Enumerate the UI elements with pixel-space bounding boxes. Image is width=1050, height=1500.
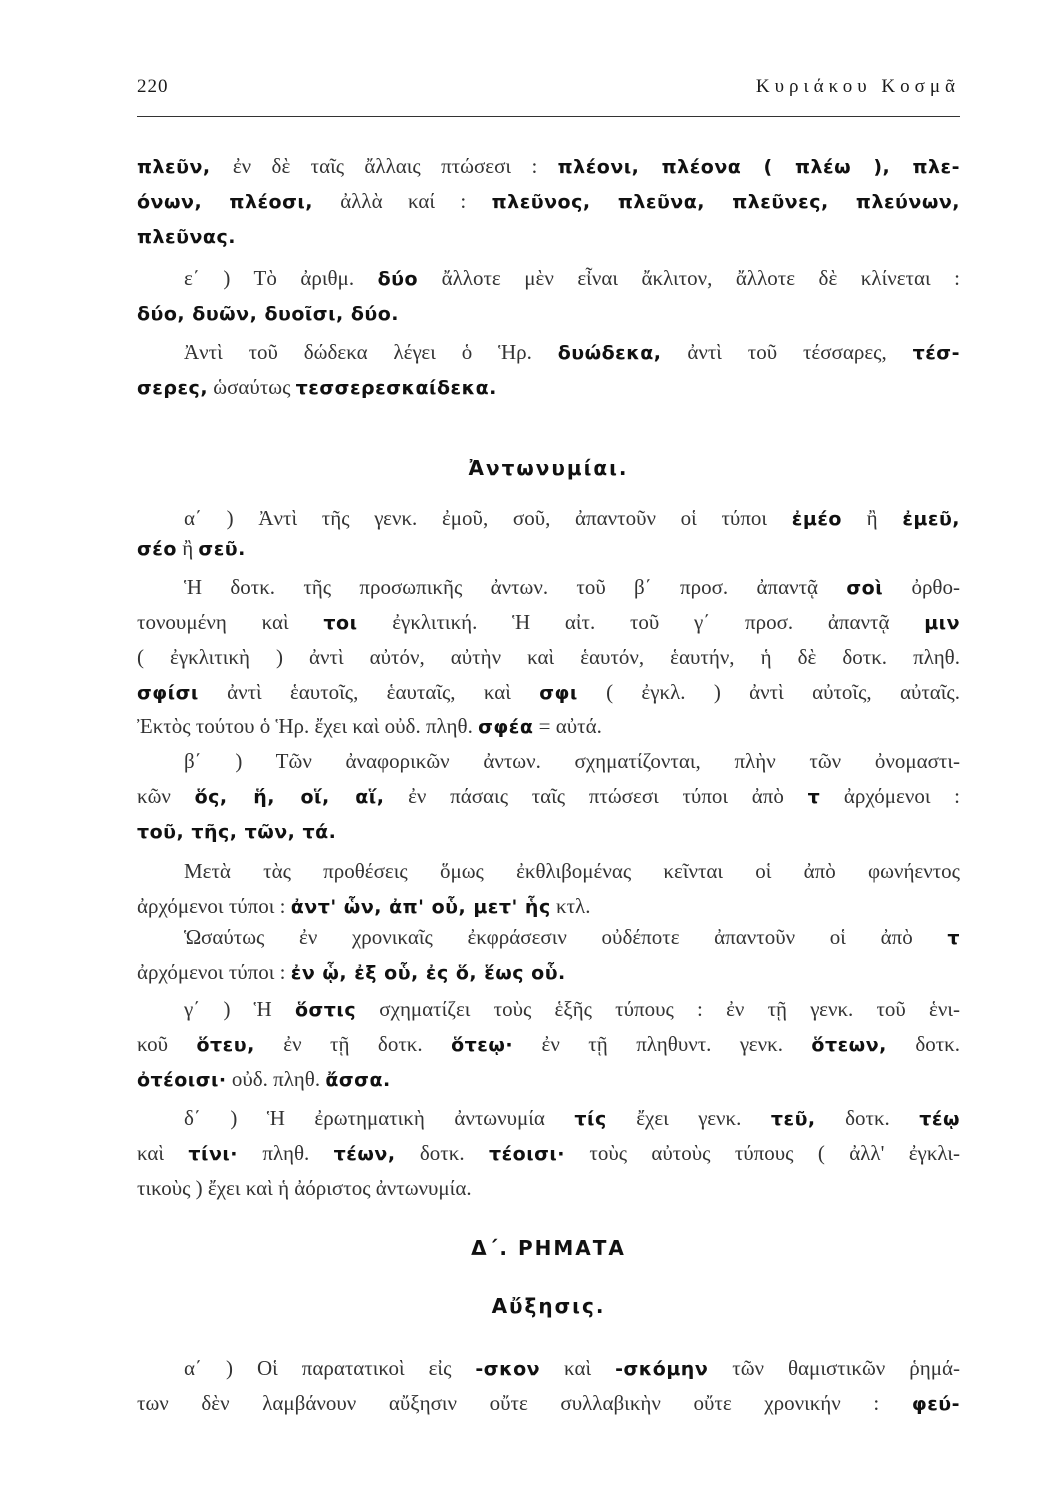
text-line	[137, 954, 960, 990]
bold-form: ὅστις	[294, 999, 357, 1021]
text-line	[137, 1170, 960, 1206]
text-line	[137, 604, 960, 640]
plain-text: τῶν θαμιστικῶν ῥημά-	[708, 1356, 960, 1380]
text-line	[137, 1350, 960, 1386]
plain-text: α΄ ) Οἱ παρατατικοὶ εἰς	[184, 1356, 476, 1380]
text-line	[137, 369, 960, 405]
text-line	[137, 708, 960, 744]
bold-form: δύο	[377, 268, 419, 290]
text-line	[137, 813, 960, 849]
section-heading	[137, 1288, 960, 1324]
heading-text: Ἀντωνυμίαι.	[468, 456, 629, 480]
plain-text: δοτκ.	[395, 1141, 489, 1165]
plain-text: πληθ.	[238, 1141, 334, 1165]
heading-text: Αὔξησις.	[491, 1294, 606, 1318]
plain-text: ἀντὶ ἑαυτοῖς, ἑαυταῖς, καὶ	[198, 680, 540, 704]
bold-form: τέῳ	[919, 1108, 960, 1130]
plain-text: τικοὺς ) ἔχει καὶ ἡ ἀόριστος ἀντωνυμία.	[137, 1176, 472, 1200]
bold-form: τεῦ,	[770, 1108, 816, 1130]
plain-text: α΄ ) Ἀντὶ τῆς γενκ. ἐμοῦ, σοῦ, ἀπαντοῦν οἱ τύποι	[184, 506, 792, 530]
plain-text: δοτκ.	[815, 1106, 920, 1130]
text-line	[137, 569, 960, 605]
bold-form: τέων,	[333, 1143, 396, 1165]
bold-form: δυώδεκα,	[557, 342, 662, 364]
plain-text: κοῦ	[137, 1032, 197, 1056]
bold-form: πλέονι, πλέονα ( πλέω ), πλε-	[557, 156, 960, 178]
plain-text: ἀντὶ τοῦ τέσσαρες,	[661, 340, 913, 364]
bold-form: τίνι·	[188, 1143, 239, 1165]
plain-text: ὀρθο-	[883, 575, 960, 599]
bold-form: τοι	[323, 612, 358, 634]
plain-text: σχηματίζει τοὺς ἑξῆς τύπους : ἐν τῇ γενκ. τοῦ ἑνι-	[356, 997, 960, 1021]
text-line	[137, 1385, 960, 1421]
bold-form: -σκον	[475, 1358, 541, 1380]
text-line	[137, 674, 960, 710]
plain-text: ἢ	[841, 506, 903, 530]
plain-text: Ἐκτὸς τούτου ὁ Ἡρ. ἔχει καὶ οὐδ. πληθ.	[137, 714, 479, 738]
plain-text: Ὡσαύτως ἐν χρονικαῖς ἐκφράσεσιν οὐδέποτε ἀπαντοῦν οἱ ἀπὸ	[184, 925, 948, 949]
plain-text: καὶ	[137, 1141, 189, 1165]
plain-text: γ΄ ) Ἡ	[184, 997, 295, 1021]
bold-form: φεύ-	[911, 1393, 960, 1415]
bold-form: τέοισι·	[488, 1143, 566, 1165]
plain-text: = αὐτά.	[533, 714, 602, 738]
bold-form: -σκόμην	[615, 1358, 709, 1380]
plain-text: ἐγκλιτική. Ἡ αἰτ. τοῦ γ΄ προσ. ἀπαντᾷ	[357, 610, 925, 634]
text-line	[137, 183, 960, 219]
bold-form: τ	[947, 927, 960, 949]
bold-form: σφίσι	[137, 682, 199, 704]
plain-text: ε΄ ) Τὸ ἀριθμ.	[184, 266, 378, 290]
bold-form: όνων, πλέοσι,	[137, 191, 341, 213]
plain-text: ἀρχόμενοι τύποι :	[137, 894, 291, 918]
plain-text: ἀρχόμενοι τύποι :	[137, 960, 291, 984]
plain-text: τονουμένη καὶ	[137, 610, 324, 634]
plain-text: δ΄ ) Ἡ ἐρωτηματικὴ ἀντωνυμία	[184, 1106, 575, 1130]
plain-text: οὐδ. πληθ.	[226, 1067, 326, 1091]
plain-text: δοτκ.	[886, 1032, 960, 1056]
page-header	[137, 76, 960, 117]
bold-form: ὅτεων,	[811, 1034, 887, 1056]
bold-form: ἄσσα.	[325, 1069, 391, 1091]
text-line	[137, 743, 960, 779]
text-line	[137, 853, 960, 889]
bold-form: ἐμεῦ,	[902, 508, 960, 530]
bold-form: σερες,	[137, 377, 209, 399]
bold-form: σεῦ.	[198, 538, 246, 560]
bold-form: σέο	[137, 538, 177, 560]
bold-form: πλεῦν,	[137, 156, 233, 178]
bold-form: τεσσερεσκαίδεκα.	[295, 377, 497, 399]
text-line	[137, 639, 960, 675]
text-line	[137, 1135, 960, 1171]
plain-text: των δὲν λαμβάνουν αὔξησιν οὔτε συλλαβικὴν οὔτε χρονικήν :	[137, 1391, 912, 1415]
bold-form: δύο, δυῶν, δυοῖσι, δύο.	[137, 303, 399, 325]
running-head: Κυριάκου Κοσμᾶ	[755, 76, 960, 97]
text-line	[137, 919, 960, 955]
plain-text: β΄ ) Τῶν ἀναφορικῶν ἀντων. σχηματίζονται, πλὴν τῶν ὀνομαστι-	[184, 749, 960, 773]
bold-form: ἐν ᾧ, ἐξ οὗ, ἐς ὅ, ἕως οὗ.	[290, 962, 566, 984]
text-line	[137, 991, 960, 1027]
plain-text: καὶ	[540, 1356, 616, 1380]
bold-form: τίς	[574, 1108, 607, 1130]
plain-text: ὡσαύτως	[208, 375, 296, 399]
bold-form: τέσ-	[912, 342, 960, 364]
plain-text: ( ἐγκλ. ) ἀντὶ αὐτοῖς, αὐταῖς.	[577, 680, 961, 704]
plain-text: κῶν	[137, 784, 195, 808]
plain-text: ἔχει γενκ.	[606, 1106, 771, 1130]
bold-form: μιν	[924, 612, 961, 634]
text-line	[137, 530, 960, 566]
text-line	[137, 334, 960, 370]
plain-text: κτλ.	[550, 894, 591, 918]
plain-text: Ἡ δοτκ. τῆς προσωπικῆς ἀντων. τοῦ β΄ προσ. ἀπαντᾷ	[184, 575, 847, 599]
plain-text: τοὺς αὐτοὺς τύπους ( ἀλλ' ἐγκλι-	[565, 1141, 960, 1165]
bold-form: τ	[807, 786, 821, 808]
plain-text: ( ἐγκλιτικὴ ) ἀντὶ αὐτόν, αὐτὴν καὶ ἑαυτόν, ἑαυτήν, ἡ δὲ δοτκ. πληθ.	[137, 645, 960, 669]
plain-text: ἐν τῇ δοτκ.	[254, 1032, 452, 1056]
plain-text: ἐν δὲ ταῖς ἄλλαις πτώσεσι :	[232, 154, 558, 178]
page-number: 220	[137, 76, 169, 97]
bold-form: τοῦ, τῆς, τῶν, τά.	[137, 821, 337, 843]
text-line	[137, 260, 960, 296]
plain-text: ἢ	[176, 536, 199, 560]
text-line	[137, 1061, 960, 1097]
bold-form: ἐμέο	[791, 508, 842, 530]
plain-text: ἀρχόμενοι :	[820, 784, 961, 808]
text-line	[137, 778, 960, 814]
plain-text: ἀλλὰ καί :	[340, 189, 492, 213]
text-line	[137, 295, 960, 331]
chapter-heading	[137, 1230, 960, 1266]
bold-form: ὅτευ,	[196, 1034, 255, 1056]
plain-text: ἄλλοτε μὲν εἶναι ἄκλιτον, ἄλλοτε δὲ κλίνεται :	[418, 266, 960, 290]
bold-form: σφέα	[478, 716, 534, 738]
bold-form: πλεῦνας.	[137, 226, 236, 248]
bold-form: σφι	[539, 682, 578, 704]
plain-text: ἐν πάσαις ταῖς πτώσεσι τύποι ἀπὸ	[384, 784, 808, 808]
text-line	[137, 218, 960, 254]
bold-form: ὅτεῳ·	[451, 1034, 514, 1056]
text-line	[137, 148, 960, 184]
bold-form: ὅς, ἥ, οἵ, αἵ,	[194, 786, 385, 808]
heading-text: Δ΄. ΡΗΜΑΤΑ	[471, 1236, 626, 1260]
text-line	[137, 1026, 960, 1062]
plain-text: ἐν τῇ πληθυντ. γενκ.	[513, 1032, 812, 1056]
bold-form: σοὶ	[846, 577, 884, 599]
bold-form: ὀτέοισι·	[137, 1069, 227, 1091]
section-heading	[137, 450, 960, 486]
bold-form: ἀντ' ὧν, ἀπ' οὗ, μετ' ἧς	[290, 896, 551, 918]
plain-text: Μετὰ τὰς προθέσεις ὅμως ἐκθλιβομένας κεῖνται οἱ ἀπὸ φωνήεντος	[184, 859, 960, 883]
plain-text: Ἀντὶ τοῦ δώδεκα λέγει ὁ Ἡρ.	[184, 340, 558, 364]
text-line	[137, 1100, 960, 1136]
bold-form: πλεῦνος, πλεῦνα, πλεῦνες, πλεύνων,	[491, 191, 960, 213]
